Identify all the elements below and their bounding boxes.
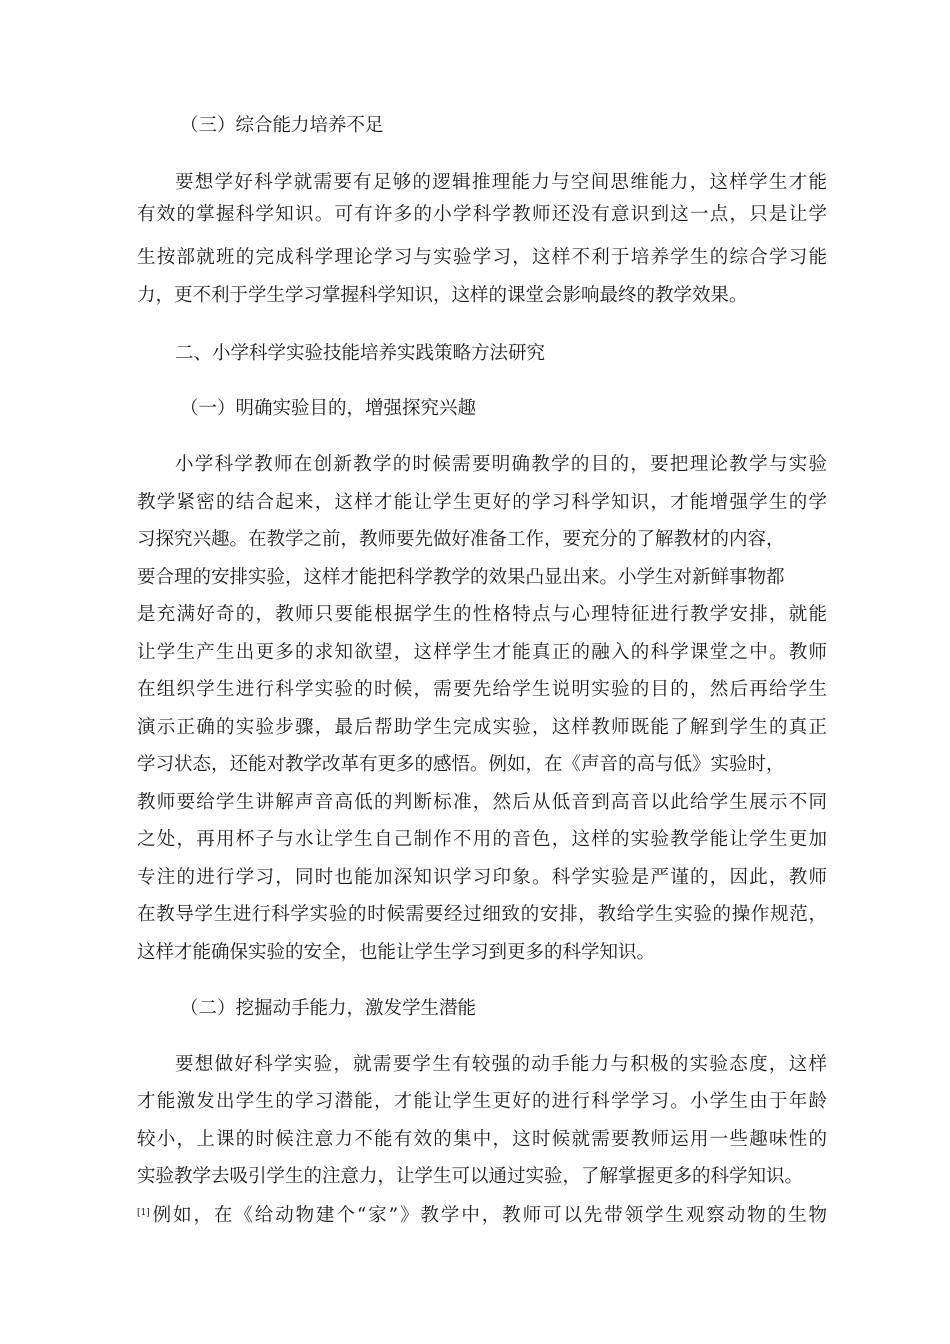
paragraph-1-line-2: 有效的掌握科学知识。可有许多的小学科学教师还没有意识到这一点，只是让学: [137, 204, 827, 225]
paragraph-3-line-2: 才能激发出学生的学习潜能，才能让学生更好的进行科学学习。小学生由于年龄: [137, 1091, 827, 1112]
paragraph-2-line-6: 让学生产生出更多的求知欲望，这样学生才能真正的融入的科学课堂之中。教师: [137, 642, 827, 663]
paragraph-2-line-14: 这样才能确保实验的安全，也能让学生学习到更多的科学知识。: [137, 942, 656, 963]
paragraph-2-line-3: 习探究兴趣。在教学之前，教师要先做好准备工作，要充分的了解教材的内容，: [137, 529, 785, 550]
paragraph-2-line-5: 是充满好奇的，教师只要能根据学生的性格特点与心理特征进行教学安排，就能: [137, 604, 827, 625]
paragraph-1-line-4: 力，更不利于学生学习掌握科学知识，这样的课堂会影响最终的教学效果。: [137, 285, 748, 306]
paragraph-2-line-13: 在教导学生进行科学实验的时候需要经过细致的安排，教给学生实验的操作规范，: [137, 904, 827, 925]
paragraph-1-line-3: 生按部就班的完成科学理论学习与实验学习，这样不利于培养学生的综合学习能: [137, 247, 827, 268]
paragraph-2-line-7: 在组织学生进行科学实验的时候，需要先给学生说明实验的目的，然后再给学生: [137, 679, 827, 700]
paragraph-2-line-8: 演示正确的实验步骤，最后帮助学生完成实验，这样教师既能了解到学生的真正: [137, 717, 827, 738]
paragraph-1-line-1: 要想学好科学就需要有足够的逻辑推理能力与空间思维能力，这样学生才能: [175, 172, 827, 193]
part-heading-2: 二、小学科学实验技能培养实践策略方法研究: [175, 343, 546, 364]
paragraph-2-line-12: 专注的进行学习，同时也能加深知识学习印象。科学实验是严谨的，因此，教师: [137, 867, 827, 888]
section-heading-3: （三）综合能力培养不足: [180, 115, 384, 136]
section-heading-2: （二）挖掘动手能力，激发学生潜能: [180, 998, 477, 1019]
paragraph-3-line-5-text: 例如，在《给动物建个“家”》教学中，教师可以先带领学生观察动物的生物: [150, 1205, 827, 1226]
paragraph-2-line-2: 教学紧密的结合起来，这样才能让学生更好的学习科学知识，才能增强学生的学: [137, 492, 827, 513]
section-heading-1: （一）明确实验目的，增强探究兴趣: [180, 398, 477, 419]
paragraph-3-line-1: 要想做好科学实验，就需要学生有较强的动手能力与积极的实验态度，这样: [175, 1054, 827, 1075]
paragraph-2-line-10: 教师要给学生讲解声音高低的判断标准，然后从低音到高音以此给学生展示不同: [137, 792, 827, 813]
paragraph-3-line-5: [137, 1200, 827, 1229]
paragraph-2-line-4: 要合理的安排实验，这样才能把科学教学的效果凸显出来。小学生对新鲜事物都: [137, 567, 785, 588]
paragraph-2-line-1: 小学科学教师在创新教学的时候需要明确教学的目的，要把理论教学与实验: [175, 454, 827, 475]
paragraph-2-line-11: 之处，再用杯子与水让学生自己制作不用的音色，这样的实验教学能让学生更加: [137, 829, 827, 850]
paragraph-2-line-9: 学习状态，还能对教学改革有更多的感悟。例如，在《声音的高与低》实验时，: [137, 754, 785, 775]
paragraph-3-line-4: 实验教学去吸引学生的注意力，让学生可以通过实验，了解掌握更多的科学知识。: [137, 1166, 804, 1187]
citation-marker: [1]: [137, 1208, 150, 1218]
paragraph-3-line-3: 较小，上课的时候注意力不能有效的集中，这时候就需要教师运用一些趣味性的: [137, 1129, 827, 1150]
